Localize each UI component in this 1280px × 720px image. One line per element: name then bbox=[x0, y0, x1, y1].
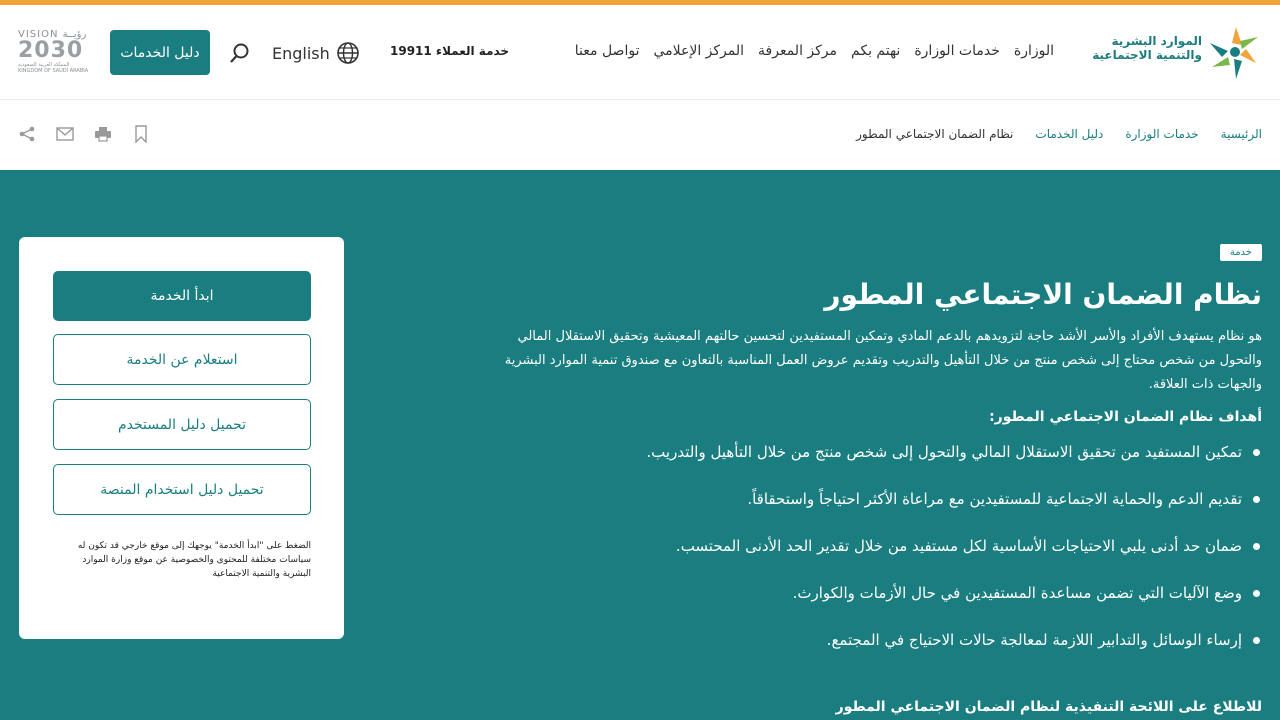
list-item: ضمان حد أدنى يلبي الاحتياجات الأساسية لكل مستفيد من خلال تقدير الحد الأدنى المحتسب. bbox=[502, 535, 1262, 557]
download-platform-guide-button[interactable]: تحميل دليل استخدام المنصة bbox=[53, 464, 311, 515]
language-switch[interactable] bbox=[272, 41, 360, 65]
vision-year: 2030 bbox=[18, 38, 84, 63]
nav-item-ministry[interactable]: الوزارة bbox=[1013, 43, 1054, 59]
vision-kingdom-ar: المملكة العربية السعودية bbox=[18, 62, 70, 68]
search-icon[interactable] bbox=[228, 41, 252, 65]
vision-2030-logo[interactable] bbox=[18, 29, 92, 77]
regulation-link[interactable]: للاطلاع على اللائحة التنفيذية لنظام الضمان الاجتماعي المطور bbox=[835, 699, 1262, 715]
list-item: تمكين المستفيد من تحقيق الاستقلال المالي والتحول إلى شخص منتج من خلال التأهيل والتدريب. bbox=[502, 441, 1262, 463]
vision-label: VISION bbox=[18, 29, 59, 40]
service-tag: خدمة bbox=[1220, 244, 1262, 261]
download-user-guide-button[interactable]: تحميل دليل المستخدم bbox=[53, 399, 311, 450]
globe-icon bbox=[336, 41, 360, 65]
ministry-logo[interactable] bbox=[1082, 23, 1262, 85]
start-service-button[interactable]: ابدأ الخدمة bbox=[53, 271, 311, 321]
page-tools bbox=[18, 125, 150, 143]
nav-item-media[interactable]: المركز الإعلامي bbox=[653, 43, 745, 59]
page-title: نظام الضمان الاجتماعي المطور bbox=[824, 278, 1262, 311]
list-item: إرساء الوسائل والتدابير اللازمة لمعالجة حالات الاحتياج في المجتمع. bbox=[502, 629, 1262, 651]
ministry-name-line1: الموارد البشرية bbox=[1111, 34, 1202, 48]
service-content bbox=[502, 240, 1262, 676]
nav-item-contact[interactable]: تواصل معنا bbox=[574, 43, 640, 59]
goals-list bbox=[502, 441, 1262, 651]
mail-icon[interactable] bbox=[56, 125, 74, 143]
ministry-name-line2: والتنمية الاجتماعية bbox=[1092, 48, 1202, 62]
services-guide-button[interactable]: دليل الخدمات bbox=[110, 30, 210, 75]
vision-arabic: رؤيــة bbox=[62, 29, 87, 40]
breadcrumb bbox=[856, 127, 1262, 141]
share-icon[interactable] bbox=[18, 125, 36, 143]
nav-item-we-care[interactable]: نهتم بكم bbox=[851, 43, 901, 59]
main-nav bbox=[575, 43, 1054, 59]
print-icon[interactable] bbox=[94, 125, 112, 143]
service-actions-card bbox=[19, 237, 344, 639]
ministry-name bbox=[1092, 34, 1202, 62]
nav-item-knowledge[interactable]: مركز المعرفة bbox=[758, 43, 838, 59]
list-item: وضع الآليات التي تضمن مساعدة المستفيدين في حال الأزمات والكوارث. bbox=[502, 582, 1262, 604]
nav-item-services[interactable]: خدمات الوزارة bbox=[914, 43, 1000, 59]
breadcrumb-home[interactable]: الرئيسية bbox=[1220, 127, 1262, 141]
vision-kingdom-en: KINGDOM OF SAUDI ARABIA bbox=[18, 68, 89, 74]
service-description: هو نظام يستهدف الأفراد والأسر الأشد حاجة لتزويدهم بالدعم المادي وتمكين المستفيدين لتحسين حالتهم المعيشية وتحقيق الاستقلال المالي والتحول من شخص محتاج إلى شخص منتج من خلال التأهيل والتدريب وتقديم عروض العمل المناسبة بالتعاون مع صندوق تنمية الموارد البشرية والجهات ذات العلاقة. bbox=[504, 329, 1262, 392]
list-item: تقديم الدعم والحماية الاجتماعية للمستفيدين مع مراعاة الأكثر احتياجاً واستحقاقاً. bbox=[502, 488, 1262, 510]
breadcrumb-guide[interactable]: دليل الخدمات bbox=[1035, 127, 1104, 141]
language-label: English bbox=[272, 43, 330, 63]
breadcrumb-bar bbox=[0, 100, 1280, 170]
ministry-emblem-icon bbox=[1206, 23, 1262, 81]
breadcrumb-current: نظام الضمان الاجتماعي المطور bbox=[856, 127, 1014, 141]
inquiry-button[interactable]: استعلام عن الخدمة bbox=[53, 334, 311, 385]
site-header bbox=[0, 5, 1280, 100]
external-site-note: الضغط على "ابدأ الخدمة" يوجهك إلى موقع خارجي قد تكون له سياسات مختلفة للمحتوى والخصوصية عن موقع وزارة الموارد البشرية والتنمية الاجتماعية bbox=[77, 541, 311, 579]
bookmark-icon[interactable] bbox=[132, 125, 150, 143]
goals-heading: أهداف نظام الضمان الاجتماعي المطور: bbox=[989, 409, 1262, 425]
breadcrumb-services[interactable]: خدمات الوزارة bbox=[1125, 127, 1199, 141]
customer-service-number[interactable]: خدمة العملاء 19911 bbox=[390, 44, 510, 58]
